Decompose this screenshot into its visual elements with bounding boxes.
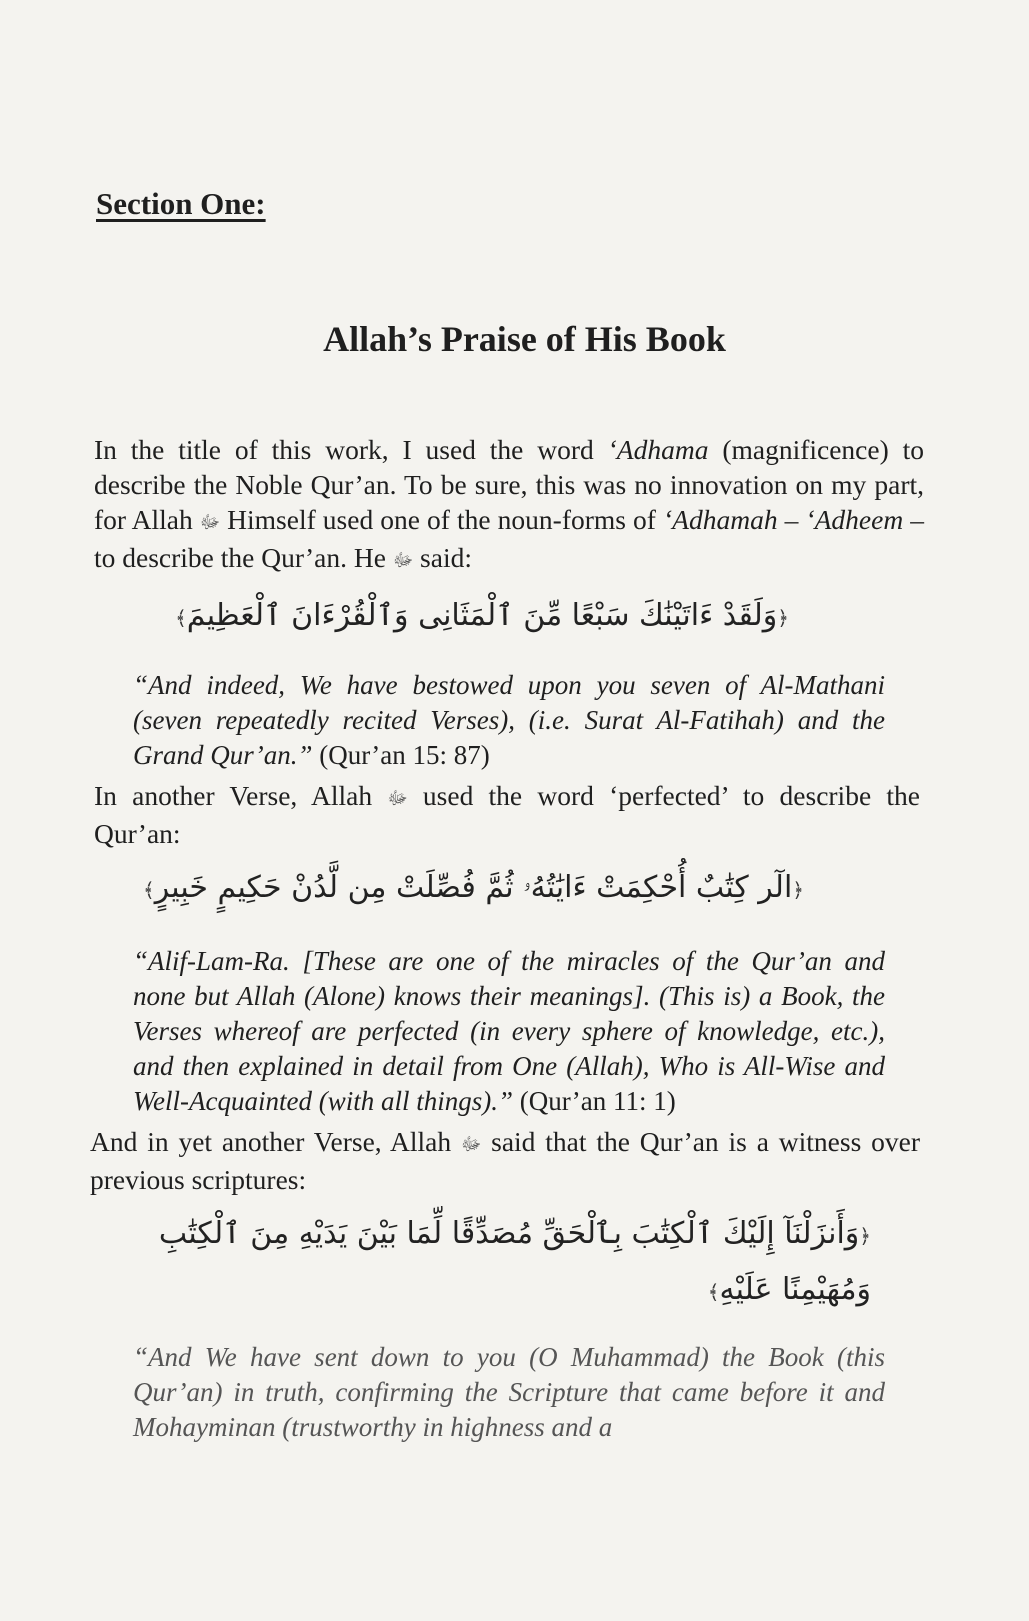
translation-quote-3: “And We have sent down to you (O Muhammad) the Book (this Qur’an) in truth, confirming the Scripture that came before it and Mohayminan (trustworthy in highness and a — [133, 1342, 885, 1442]
honorific-icon: ﷻ — [387, 788, 408, 809]
ornament-close-icon: ﴾ — [707, 1280, 720, 1304]
arabic-verse-2: ﴿الٓر كِتَٰبٌ أُحْكِمَتْ ءَايَٰتُهُۥ ثُمَّ فُصِّلَتْ مِن لَّدُنْ حَكِيمٍ خَبِيرٍ﴾ — [143, 870, 804, 905]
term-adhamah: ‘Adhamah – ‘Adheem — [663, 504, 904, 535]
ornament-open-icon: ﴿ — [777, 606, 789, 630]
chapter-title: Allah’s Praise of His Book — [323, 319, 726, 359]
ornament-close-icon: ﴾ — [143, 878, 155, 902]
section-label: Section One: — [96, 186, 266, 221]
translation-quote-2: “Alif-Lam-Ra. [These are one of the miracles of the Qur’an and none but Allah (Alone) knows their meanings]. (This is) a Book, the Verses whereof are perfected (in every sphere of knowledge, etc.), and then explained in detail from One (Allah), Who is All-Wise and Well-Acquainted (with all things).” (Qur’an 11: 1) — [133, 946, 885, 1116]
paragraph-perfected: In another Verse, Allah ﷻ used the word ‘perfected’ to describe the Qur’an: — [94, 780, 920, 850]
verse-reference: (Qur’an 15: 87) — [312, 740, 490, 770]
ornament-close-icon: ﴾ — [175, 606, 187, 630]
verse-reference: (Qur’an 11: 1) — [512, 1086, 676, 1116]
translation-quote-1: “And indeed, We have bestowed upon you seven of Al-Mathani (seven repeatedly recited Verses), (i.e. Surat Al-Fatihah) and the Grand Qur’an.” (Qur’an 15: 87) — [133, 670, 885, 770]
arabic-verse-1: ﴿وَلَقَدْ ءَاتَيْنَٰكَ سَبْعًا مِّنَ ٱلْمَثَانِى وَٱلْقُرْءَانَ ٱلْعَظِيمَ﴾ — [175, 598, 789, 633]
arabic-verse-3-line-1: ﴿وَأَنزَلْنَآ إِلَيْكَ ٱلْكِتَٰبَ بِٱلْحَقِّ مُصَدِّقًا لِّمَا بَيْنَ يَدَيْهِ مِنَ ٱلْكِتَٰبِ — [158, 1216, 871, 1251]
honorific-icon: ﷻ — [392, 550, 414, 571]
term-adhama: ‘Adhama — [607, 434, 709, 465]
paragraph-intro: In the title of this work, I used the word ‘Adhama (magnificence) to describe the Noble Qur’an. To be sure, this was no innovation on my part, for Allah ﷻ Himself used one of the noun-forms of ‘Adhamah – ‘Adheem – to describe the Qur’an. He ﷻ said: — [94, 434, 924, 574]
arabic-verse-3-line-2: وَمُهَيْمِنًا عَلَيْهِ﴾ — [707, 1272, 871, 1307]
honorific-icon: ﷻ — [199, 512, 221, 533]
ornament-open-icon: ﴿ — [792, 878, 804, 902]
honorific-icon: ﷻ — [460, 1134, 482, 1155]
ornament-open-icon: ﴿ — [859, 1224, 871, 1248]
paragraph-witness: And in yet another Verse, Allah ﷻ said that the Qur’an is a witness over previous scriptures: — [90, 1126, 920, 1196]
